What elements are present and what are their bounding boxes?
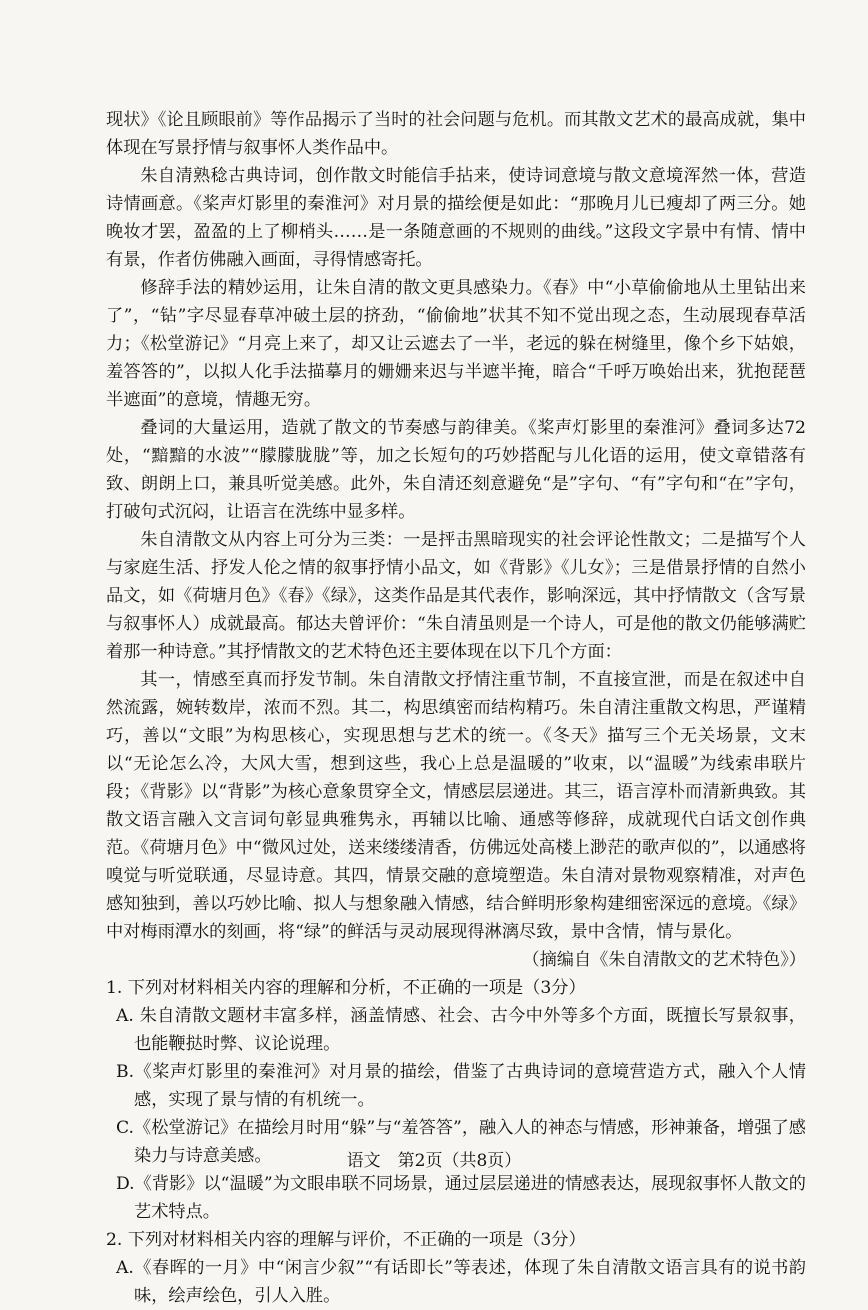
question-2-stem: 2. 下列对材料相关内容的理解与评价，不正确的一项是（3分） bbox=[106, 1230, 586, 1250]
paragraph-5: 其一，情感至真而抒发节制。朱自清散文抒情注重节制，不直接宣泄，而是在叙述中自然流露，婉转数岸，浓而不烈。其二，构思缜密而结构精巧。朱自清注重散文构思，严谨精巧，善以“文眼”为构思核心，实现思想与艺术的统一。《冬天》描写三个无关场景，文末以“无论怎么冷，大风大雪，想到这些，我心上总是温暖的”收束，以“温暖”为线索串联片段；《背影》以“背影”为核心意象贯穿全文，情感层层递进。其三，语言淳朴而清新典致。其散文语言融入文言词句彰显典雅隽永，再辅以比喻、通感等修辞，成就现代白话文创作典范。《荷塘月色》中“微风过处，送来缕缕清香，仿佛远处高楼上渺茫的歌声似的”，以通感将嗅觉与听觉联通，尽显诗意。其四，情景交融的意境塑造。朱自清对景物观察精准，对声色感知独到，善以巧妙比喻、拟人与想象融入情感，结合鲜明形象构建细密深远的意境。《绿》中对梅雨潭水的刻画，将“绿”的鲜活与灵动展现得淋漓尽致，景中含情，情与景化。 bbox=[106, 670, 806, 942]
question-1-option-a: A. 朱自清散文题材丰富多样，涵盖情感、社会、古今中外等多个方面，既擅长写景叙事，也能鞭挞时弊、议论说理。 bbox=[116, 1006, 806, 1054]
question-2-option-a: A.《春晖的一月》中“闲言少叙”“有话即长”等表述，体现了朱自清散文语言具有的说书韵味，绘声绘色，引人入胜。 bbox=[116, 1258, 806, 1306]
source-citation: （摘编自《朱自清散文的艺术特色》） bbox=[522, 950, 806, 970]
paragraph-0: 现状》《论且顾眼前》等作品揭示了当时的社会问题与危机。而其散文艺术的最高成就，集中体现在写景抒情与叙事怀人类作品中。 bbox=[106, 110, 806, 158]
page-footer: 语文 第2页（共8页） bbox=[346, 1151, 522, 1171]
paragraph-1: 朱自清熟稔古典诗词，创作散文时能信手拈来，使诗词意境与散文意境浑然一体，营造诗情画意。《桨声灯影里的秦淮河》对月景的描绘便是如此：“那晚月儿已瘦却了两三分。她晚妆才罢，盈盈的上了柳梢头……是一条随意画的不规则的曲线。”这段文字景中有情、情中有景，作者仿佛融入画面，寻得情感寄托。 bbox=[106, 166, 806, 270]
question-1-option-b: B.《桨声灯影里的秦淮河》对月景的描绘，借鉴了古典诗词的意境营造方式，融入个人情感，实现了景与情的有机统一。 bbox=[116, 1062, 806, 1110]
question-1 bbox=[106, 974, 806, 1226]
paragraph-2: 修辞手法的精妙运用，让朱自清的散文更具感染力。《春》中“小草偷偷地从土里钻出来了”，“钻”字尽显春草冲破土层的挤劲，“偷偷地”状其不知不觉出现之态，生动展现春草活力；《松堂游记》“月亮上来了，却又让云遮去了一半，老远的躲在树缝里，像个乡下姑娘，羞答答的”，以拟人化手法描摹月的姗姗来迟与半遮半掩，暗合“千呼万唤始出来，犹抱琵琶半遮面”的意境，情趣无穷。 bbox=[106, 278, 806, 410]
paragraph-4: 朱自清散文从内容上可分为三类：一是抨击黑暗现实的社会评论性散文；二是描写个人与家庭生活、抒发人伦之情的叙事抒情小品文，如《背影》《儿女》；三是借景抒情的自然小品文，如《荷塘月色》《春》《绿》，这类作品是其代表作，影响深远，其中抒情散文（含写景与叙事怀人）成就最高。郁达夫曾评价：“朱自清虽则是一个诗人，可是他的散文仍能够满贮着那一种诗意。”其抒情散文的艺术特色还主要体现在以下几个方面： bbox=[106, 530, 806, 662]
question-1-option-d: D.《背影》以“温暖”为文眼串联不同场景，通过层层递进的情感表达，展现叙事怀人散文的艺术特点。 bbox=[116, 1174, 806, 1222]
paragraph-3: 叠词的大量运用，造就了散文的节奏感与韵律美。《桨声灯影里的秦淮河》叠词多达72处，“黯黯的水波”“朦朦胧胧”等，加之长短句的巧妙搭配与儿化语的运用，使文章错落有致、朗朗上口，兼具听觉美感。此外，朱自清还刻意避免“是”字句、“有”字句和“在”字句，打破句式沉闷，让语言在洗练中显多样。 bbox=[106, 418, 806, 522]
question-2 bbox=[106, 1226, 806, 1310]
question-1-option-c: C.《松堂游记》在描绘月时用“躲”与“羞答答”，融入人的神态与情感，形神兼备，增强了感染力与诗意美感。 bbox=[116, 1118, 806, 1166]
question-1-stem: 1. 下列对材料相关内容的理解和分析，不正确的一项是（3分） bbox=[106, 978, 586, 998]
